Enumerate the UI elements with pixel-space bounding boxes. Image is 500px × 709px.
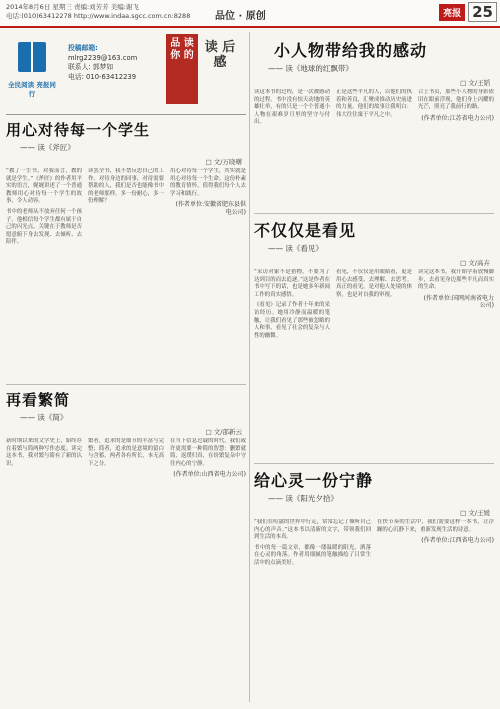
article-body [6, 168, 246, 380]
divider [254, 213, 494, 214]
paragraph: “采访对象不是猎物，不要为了达到目的而去追逐。”这是作者在书中写下的话，也是她多年新闻工作的真实感悟。 [254, 269, 330, 298]
paragraph: 正是这些平凡的人，以他们的执着和善良，汇聚成推动历史前进的力量。他们的故事让我明白：伟大往往寓于平凡之中。 [336, 89, 412, 118]
divider [254, 463, 494, 464]
author-affiliation: (作者单位:江苏省电力公司) [421, 114, 494, 122]
body-column [336, 269, 412, 459]
paragraph: 新时期以来的文学史上，始终存在着繁与简两种写作态度。读完这本书，我对繁与简有了新的认识。 [6, 438, 82, 467]
author-affiliation: (作者单位:江西省电力公司) [421, 537, 494, 545]
article-title: 用心对待每一个学生 [6, 121, 151, 139]
author-affiliation: (作者单位:国网河南省电力公司) [423, 294, 494, 310]
article-byline: □ 文/高卉 [460, 259, 490, 267]
paragraph: “教了一生书，对我而言，教的就是学生。”《斧匠》的作者用平实的语言，娓娓讲述了一个普通教师用心对待每一个学生的故事，令人动容。 [6, 168, 82, 205]
article-2 [6, 389, 246, 650]
paragraph: 读完这本书，我开始学着放慢脚步，去看见身边那些平凡而真实的生命。 [418, 269, 494, 291]
header-meta [6, 3, 190, 21]
article-title: 给心灵一份宁静 [254, 471, 374, 490]
body-column [88, 168, 164, 380]
header-date-line: 2014年8月6日 星期三 责编:刘芳芳 美编:谢飞 [6, 3, 139, 11]
page-header [0, 0, 500, 28]
paragraph: 读这本书的过程，是一次被感动的过程。书中没有惊天动地的英雄壮举，有的只是一个个普通小人物在艰难岁月里的坚守与付出。 [254, 89, 330, 126]
page-number: 25 [468, 2, 497, 22]
submission-promo [6, 34, 246, 112]
email-label: 投稿邮箱: [68, 44, 98, 52]
author-affiliation: (作者单位:安徽省肥东县供电公司) [175, 201, 246, 216]
body-column [170, 438, 246, 650]
contact-person: 联系人: 郭梦如 [68, 63, 114, 71]
body-column [170, 168, 246, 380]
body-column [254, 89, 330, 209]
contact-phone: 电话: 010-63412239 [68, 72, 137, 81]
promo-banner-side: 读 后 感 [204, 40, 236, 70]
article-4 [254, 218, 494, 459]
paragraph: “我们在喧嚣的世界中行走，常常忘记了倾听自己内心的声音。”这本书以清新的文字，带领我们回到生活的本真。 [254, 519, 371, 541]
body-column [6, 438, 82, 650]
article-3 [254, 38, 494, 209]
article-byline: □ 文/万晓曙 [205, 158, 242, 166]
article-title: 不仅仅是看见 [254, 221, 357, 240]
article-5 [254, 468, 494, 667]
article-body [6, 438, 246, 650]
column-divider [249, 32, 250, 702]
body-column [6, 168, 82, 380]
body-column [377, 519, 494, 667]
paragraph: 书中的老师从不放弃任何一个孩子。他相信每个学生都有属于自己的闪光点，关键在于教师是否愿意俯下身去发现、去倾听、去陪伴。 [6, 208, 82, 246]
author-affiliation: (作者单位:山西省电力公司) [173, 471, 246, 479]
body-column [254, 269, 330, 459]
right-column [254, 34, 494, 667]
logo-caption: 全民阅读 亮报同行 [8, 81, 56, 98]
article-title: 小人物带给我的感动 [274, 41, 428, 60]
article-subtitle: —— 读《阳光夕拾》 [268, 494, 338, 503]
paragraph: 书中的每一篇文章，都像一缕温暖的阳光，洒落在心灵的角落。作者用细腻的笔触描绘了日常生活中的点滴美好。 [254, 544, 371, 566]
paragraph: 看见，不仅仅是用眼睛看，更是用心去感受、去理解、去思考。真正的看见，是对他人处境的体察，也是对自我的审视。 [336, 269, 412, 298]
paragraph: 读罢全书，我不禁反思自己的工作。对待身边的同事，对待需要帮助的人，我们是否也能像书中的老师那样，多一份耐心，多一份理解？ [88, 168, 164, 205]
promo-contact [68, 44, 137, 82]
paragraph: 在快节奏的生活中，我们需要这样一本书，让浮躁的心沉静下来，重新发现生活的诗意。 [377, 519, 494, 533]
left-column [6, 34, 246, 650]
article-body [254, 89, 494, 209]
body-column [418, 89, 494, 209]
paragraph: 合上书页，那些小人物的身影依旧在眼前浮现，他们身上闪耀的光芒，照亮了我前行的路。 [418, 89, 494, 111]
book-icon [18, 42, 46, 72]
article-body [254, 269, 494, 459]
divider [6, 384, 246, 385]
article-subtitle: —— 读《简》 [20, 413, 68, 422]
divider [6, 114, 246, 115]
article-1 [6, 119, 246, 380]
article-byline: □ 文/邵新云 [205, 428, 242, 436]
promo-banner: 品 读 你 的 [166, 34, 198, 104]
email-address[interactable]: mlrg2239@163.com [68, 53, 138, 62]
paragraph: 在当下信息过载的时代，我们或许更需要一种简的智慧：删繁就简，返璞归真，在纷繁复杂中守住内心的宁静。 [170, 438, 246, 467]
paragraph: 用心对待每一个学生，其实就是用心对待每一个生命。这份朴素的教育情怀，值得我们每个人去学习和践行。 [170, 168, 246, 197]
reading-logo [6, 34, 58, 104]
article-subtitle: —— 读《斧匠》 [20, 143, 75, 152]
paragraph: 繁者，追求的是细节的丰富与完整；简者，追求的是意境的留白与含蓄。两者各有所长，本无高下之分。 [88, 438, 164, 467]
body-column [254, 519, 371, 667]
paragraph: 《看见》记录了作者十年来的采访经历。她用冷静而温暖的笔触，让我们看见了那些被忽略的人和事，看见了社会的复杂与人性的幽微。 [254, 302, 330, 339]
article-byline: □ 文/王媛 [460, 509, 490, 517]
header-contact-line: 电话:(010)63412278 http://www.indaa.sgcc.com.cn:8288 [6, 12, 191, 20]
article-byline: □ 文/王韬 [460, 79, 490, 87]
brand-label: 亮报 [439, 4, 465, 21]
body-column [88, 438, 164, 650]
body-column [336, 89, 412, 209]
article-subtitle: —— 读《看见》 [268, 244, 323, 253]
body-column [418, 269, 494, 459]
article-subtitle: —— 读《地球的红飘带》 [268, 64, 353, 73]
article-title: 再看繁简 [6, 391, 71, 409]
article-body [254, 519, 494, 667]
section-title: 品位 · 原创 [215, 11, 266, 22]
header-brand-block [439, 2, 497, 22]
